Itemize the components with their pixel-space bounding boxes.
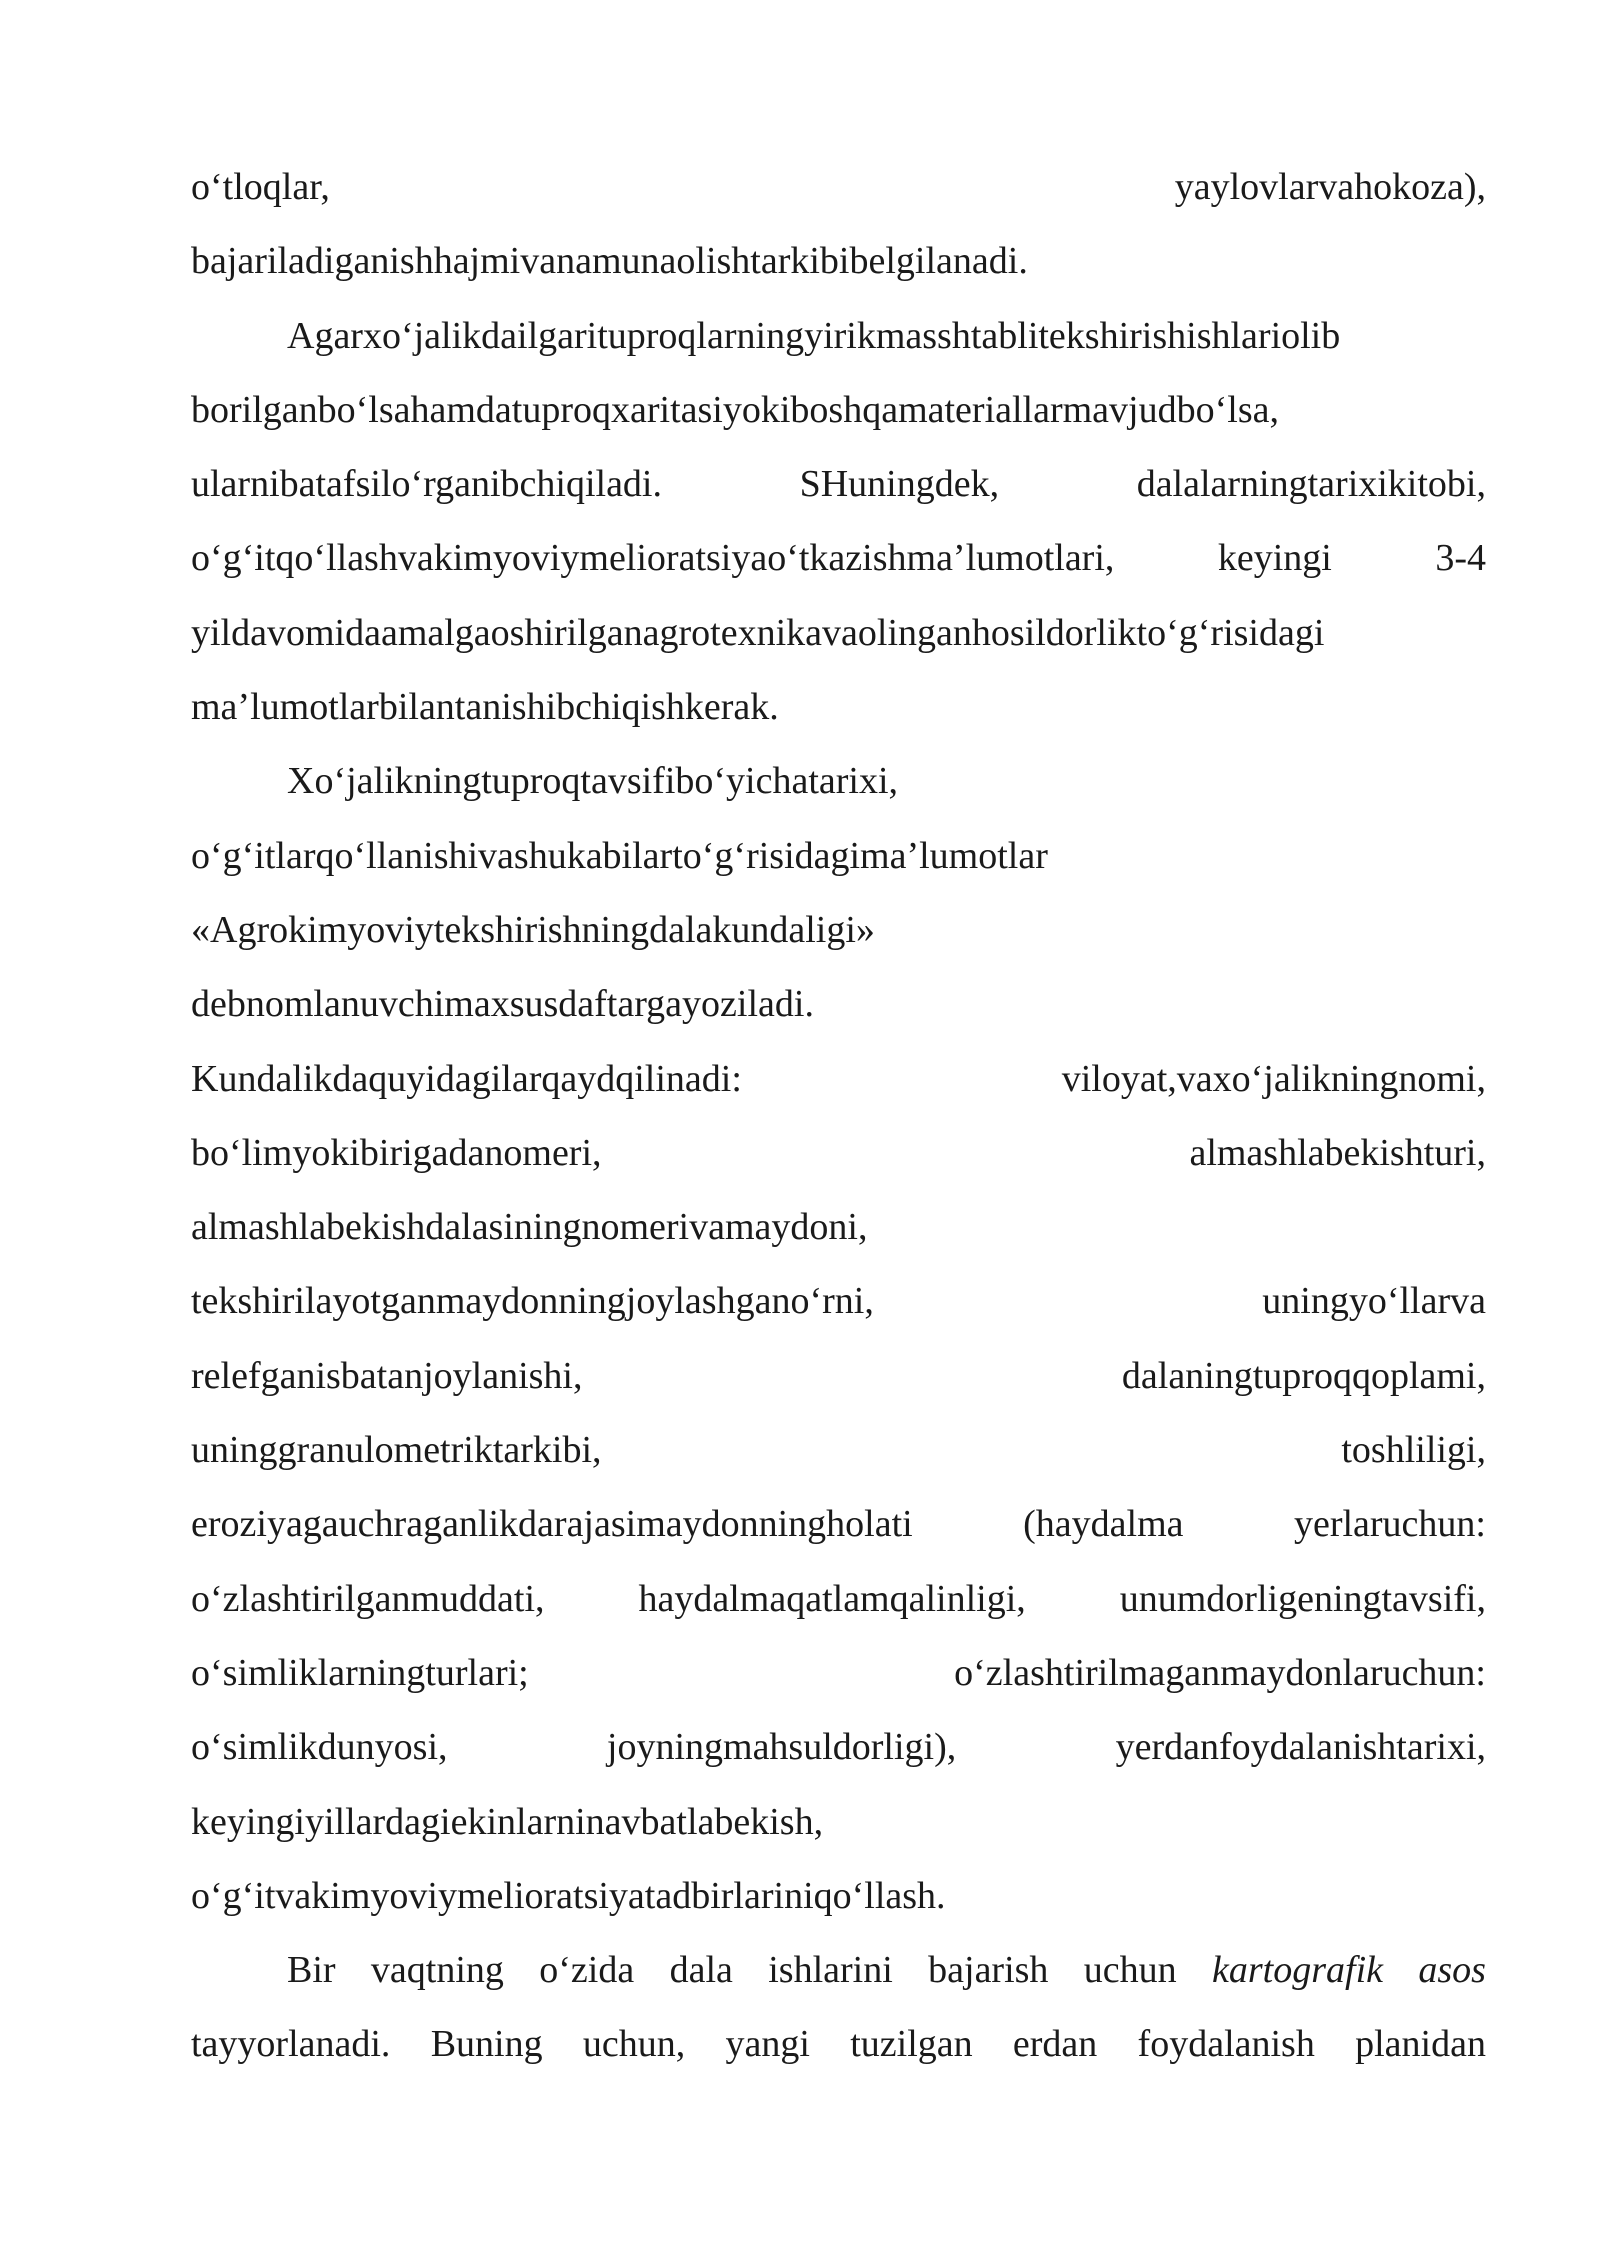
text-segment: Buning xyxy=(430,2023,543,2066)
text-line xyxy=(191,1339,1486,1413)
text-segment: viloyat,vaxo‘jalikningnomi, xyxy=(1061,1057,1486,1100)
text-segment: almashlabekishturi, xyxy=(1189,1131,1486,1174)
text-segment: joyningmahsuldorligi), xyxy=(606,1726,957,1769)
text-line xyxy=(191,299,1486,373)
text-segment: foydalanish xyxy=(1137,2023,1315,2066)
text-segment: almashlabekishdalasiningnomerivamaydoni, xyxy=(191,1206,868,1249)
text-segment: uchun, xyxy=(582,2023,686,2066)
text-segment: ma’lumotlarbilantanishibchiqishkerak. xyxy=(191,686,779,729)
text-segment: eroziyagauchraganlikdarajasimaydonningholati xyxy=(191,1503,913,1546)
text-segment: debnomlanuvchimaxsusdaftargayoziladi. xyxy=(191,983,814,1026)
text-segment: tayyorlanadi. xyxy=(191,2023,391,2066)
text-segment: o‘zida xyxy=(539,1949,635,1992)
text-line xyxy=(191,1487,1486,1561)
text-line xyxy=(191,1116,1486,1190)
text-segment: yildavomidaamalgaoshirilganagrotexnikavaolinganhosildorlikto‘g‘risidagi xyxy=(191,611,1325,654)
text-line xyxy=(191,893,1486,967)
text-line xyxy=(191,1562,1486,1636)
text-segment: asos xyxy=(1418,1949,1486,1992)
text-segment: yerlaruchun: xyxy=(1293,1503,1486,1546)
text-segment: erdan xyxy=(1012,2023,1098,2066)
body-text xyxy=(191,150,1486,2082)
text-segment: ularnibatafsilo‘rganibchiqiladi. xyxy=(191,463,662,506)
text-segment: uchun xyxy=(1083,1949,1177,1992)
text-segment: yaylovlarvahokoza), xyxy=(1174,166,1486,208)
text-segment: bajariladiganishhajmivanamunaolishtarkibibelgilanadi. xyxy=(191,240,1028,283)
text-segment: Bir xyxy=(287,1949,336,1992)
text-segment: o‘g‘itqo‘llashvakimyoviymelioratsiyao‘tkazishma’lumotlari, xyxy=(191,537,1115,580)
text-segment: Kundalikdaquyidagilarqaydqilinadi: xyxy=(191,1057,742,1100)
text-segment: Agarxo‘jalikdailgarituproqlarningyirikmasshtablitekshirishishlariolib xyxy=(287,314,1341,357)
text-line xyxy=(191,1190,1486,1264)
text-segment: uninggranulometriktarkibi, xyxy=(191,1429,602,1472)
text-line xyxy=(191,819,1486,893)
text-segment: dala xyxy=(669,1949,733,1992)
text-segment: vaqtning xyxy=(370,1949,504,1992)
text-line xyxy=(191,1859,1486,1933)
text-segment: o‘tloqlar, xyxy=(191,166,330,208)
text-segment: planidan xyxy=(1355,2023,1486,2066)
text-segment: o‘zlashtirilmaganmaydonlaruchun: xyxy=(954,1651,1486,1694)
text-segment: SHuningdek, xyxy=(799,463,1000,506)
text-segment: haydalmaqatlamqalinligi, xyxy=(638,1577,1026,1620)
text-segment: bajarish xyxy=(928,1949,1049,1992)
text-segment: o‘zlashtirilganmuddati, xyxy=(191,1577,545,1620)
text-line xyxy=(191,1042,1486,1116)
text-segment: o‘g‘itlarqo‘llanishivashukabilarto‘g‘risidagima’lumotlar xyxy=(191,834,1048,877)
text-line xyxy=(191,2007,1486,2081)
text-segment: bo‘limyokibirigadanomeri, xyxy=(191,1131,602,1174)
text-line xyxy=(191,224,1486,298)
text-line xyxy=(191,1413,1486,1487)
text-segment: keyingi xyxy=(1217,537,1332,580)
text-line xyxy=(191,670,1486,744)
text-segment: o‘g‘itvakimyoviymelioratsiyatadbirlariniqo‘llash. xyxy=(191,1874,946,1917)
text-segment: uningyo‘llarva xyxy=(1262,1280,1486,1323)
text-segment: yangi xyxy=(725,2023,810,2066)
text-segment: keyingiyillardagiekinlarninavbatlabekish, xyxy=(191,1800,824,1843)
text-segment: kartografik xyxy=(1212,1949,1384,1992)
text-segment: dalaningtuproqqoplami, xyxy=(1121,1354,1486,1397)
text-line xyxy=(191,596,1486,670)
text-line xyxy=(191,967,1486,1041)
text-segment: 3-4 xyxy=(1435,537,1486,580)
text-line xyxy=(191,1264,1486,1338)
text-line xyxy=(191,1636,1486,1710)
text-line xyxy=(191,447,1486,521)
text-line xyxy=(191,373,1486,447)
text-line xyxy=(191,150,1486,224)
text-segment: (haydalma xyxy=(1023,1503,1184,1546)
text-segment: toshliligi, xyxy=(1341,1429,1486,1472)
text-segment: ishlarini xyxy=(768,1949,893,1992)
text-segment: dalalarningtarixikitobi, xyxy=(1136,463,1486,506)
text-segment: o‘simliklarningturlari; xyxy=(191,1651,529,1694)
text-segment: Xo‘jalikningtuproqtavsifibo‘yichatarixi, xyxy=(287,760,899,803)
text-segment: yerdanfoydalanishtarixi, xyxy=(1115,1726,1486,1769)
text-segment: tuzilgan xyxy=(850,2023,973,2066)
text-line xyxy=(191,1785,1486,1859)
text-line xyxy=(191,1933,1486,2007)
text-segment: tekshirilayotganmaydonningjoylashgano‘rni, xyxy=(191,1280,874,1323)
text-segment: o‘simlikdunyosi, xyxy=(191,1726,448,1769)
text-line xyxy=(191,1710,1486,1784)
text-line xyxy=(191,744,1486,818)
text-segment: relefganisbatanjoylanishi, xyxy=(191,1354,583,1397)
text-segment: borilganbo‘lsahamdatuproqxaritasiyokiboshqamateriallarmavjudbo‘lsa, xyxy=(191,388,1279,431)
text-segment: unumdorligeningtavsifi, xyxy=(1119,1577,1486,1620)
text-line xyxy=(191,521,1486,595)
text-segment: «Agrokimyoviytekshirishningdalakundaligi» xyxy=(191,908,875,951)
